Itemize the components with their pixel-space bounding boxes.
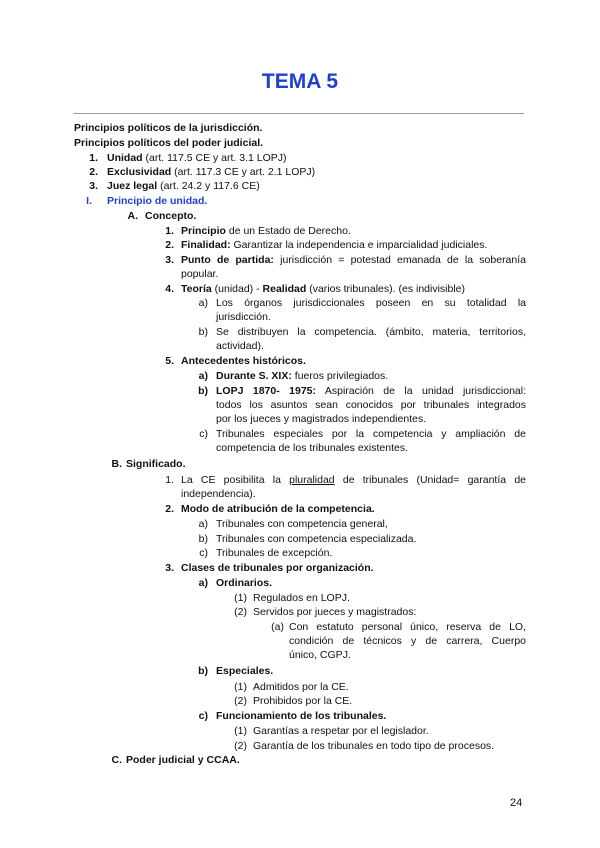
- item-term: Punto de partida:: [181, 254, 274, 266]
- clases-especiales: Especiales.: [216, 665, 274, 677]
- antecedentes-point-b-continued: por los jueces y magistrados independientes.: [216, 413, 427, 425]
- subsection-letter: C.: [111, 754, 122, 766]
- subsection-letter: A.: [127, 210, 138, 222]
- concepto-item-punto-partida: [181, 253, 526, 267]
- significado-item-clases: Clases de tribunales por organización.: [181, 562, 374, 574]
- item-reference: (art. 117.5 CE y art. 3.1 LOPJ): [142, 152, 287, 164]
- especiales-point-1: Admitidos por la CE.: [253, 681, 349, 693]
- list-number: 1.: [89, 152, 98, 164]
- list-number: 1.: [165, 474, 174, 486]
- heading-poder-judicial: Principios políticos del poder judicial.: [74, 137, 264, 149]
- list-number: 1.: [165, 225, 174, 237]
- list-number: 3.: [89, 180, 98, 192]
- page-title: TEMA 5: [261, 70, 339, 93]
- teoria-point-b-continued: actividad).: [216, 340, 264, 352]
- atribucion-point-b: Tribunales con competencia especializada.: [216, 533, 417, 545]
- item-title: Exclusividad: [107, 166, 172, 178]
- list-letter: b): [198, 326, 208, 338]
- clases-funcionamiento: Funcionamiento de los tribunales.: [216, 710, 387, 722]
- list-item-unidad: [107, 151, 287, 165]
- item-text: fueros privilegiados.: [291, 370, 389, 382]
- antecedentes-point-b: [216, 384, 526, 398]
- item-text: jurisdicción = potestad emanada de la soberanía: [273, 254, 526, 266]
- teoria-point-a: Los órganos jurisdiccionales poseen en su totalidad la: [216, 297, 526, 309]
- list-paren-number: (1): [234, 681, 247, 693]
- item-text-continued: independencia).: [181, 488, 256, 500]
- significado-item-pluralidad: [181, 473, 526, 487]
- list-paren-number: (1): [234, 592, 247, 604]
- funcionamiento-point-2: Garantía de los tribunales en todo tipo de procesos.: [253, 740, 495, 752]
- list-number: 4.: [165, 283, 174, 295]
- list-number: 2.: [165, 503, 174, 515]
- item-text: de un Estado de Derecho.: [225, 225, 351, 237]
- list-letter: a): [198, 577, 208, 589]
- item-term: Finalidad:: [181, 239, 231, 251]
- list-item-exclusividad: [107, 165, 315, 179]
- teoria-point-b: Se distribuyen la competencia. (ámbito, materia, territorios,: [216, 326, 526, 338]
- list-paren-number: (1): [234, 725, 247, 737]
- atribucion-point-c: Tribunales de excepción.: [216, 547, 333, 559]
- concepto-item-principio: [181, 224, 351, 238]
- list-number: 2.: [165, 239, 174, 251]
- title-divider: [74, 113, 524, 114]
- list-letter: a): [198, 370, 208, 382]
- item-text: (varios tribunales). (es indivisible): [306, 283, 466, 295]
- list-letter: c): [198, 710, 208, 722]
- concepto-item-antecedentes: Antecedentes históricos.: [181, 355, 306, 367]
- antecedentes-point-c-continued: competencia de los tribunales existentes.: [216, 442, 409, 454]
- item-text: (unidad) -: [211, 283, 263, 295]
- item-text-continued: popular.: [181, 268, 219, 280]
- list-letter: c): [199, 428, 208, 440]
- list-letter: b): [198, 533, 208, 545]
- significado-item-atribucion: Modo de atribución de la competencia.: [181, 503, 375, 515]
- item-text: La CE posibilita la: [181, 474, 290, 486]
- item-text: Aspiración de la unidad jurisdiccional:: [316, 385, 526, 397]
- list-letter: b): [198, 665, 208, 677]
- list-letter: b): [198, 385, 208, 397]
- clases-ordinarios: Ordinarios.: [216, 577, 273, 589]
- item-term: Teoría: [181, 283, 212, 295]
- list-number: 3.: [165, 254, 174, 266]
- list-number: 3.: [165, 562, 174, 574]
- concepto-item-teoria: [181, 282, 465, 296]
- especiales-point-2: Prohibidos por la CE.: [253, 695, 353, 707]
- section-numeral: I.: [86, 195, 92, 207]
- list-number: 2.: [89, 166, 98, 178]
- list-paren-number: (2): [234, 606, 247, 618]
- antecedentes-point-b-continued: todos los asuntos sean conocidos por tribunales integrados: [216, 399, 526, 411]
- item-reference: (art. 24.2 y 117.6 CE): [157, 180, 260, 192]
- list-item-juez-legal: [107, 179, 260, 193]
- ordinarios-point-2a: Con estatuto personal único, reserva de LO,: [289, 621, 526, 633]
- section-heading-unidad: Principio de unidad.: [107, 195, 208, 207]
- ordinarios-point-2a-continued: condición de técnicos y de carrera, Cuerpo: [289, 635, 526, 647]
- list-letter: a): [198, 297, 208, 309]
- subsection-heading-concepto: Concepto.: [145, 210, 197, 222]
- list-number: 5.: [165, 355, 174, 367]
- list-paren-number: (2): [234, 695, 247, 707]
- subsection-heading-significado: Significado.: [126, 458, 186, 470]
- list-letter: a): [198, 518, 208, 530]
- list-paren-letter: (a): [271, 621, 284, 633]
- antecedentes-point-a: [216, 369, 388, 383]
- teoria-point-a-continued: jurisdicción.: [216, 311, 271, 323]
- list-letter: c): [199, 547, 208, 559]
- ordinarios-point-2: Servidos por jueces y magistrados:: [253, 606, 417, 618]
- item-term: Realidad: [262, 283, 307, 295]
- item-reference: (art. 117.3 CE y art. 2.1 LOPJ): [171, 166, 316, 178]
- subsection-heading-ccaa: Poder judicial y CCAA.: [126, 754, 240, 766]
- ordinarios-point-1: Regulados en LOPJ.: [253, 592, 350, 604]
- concepto-item-finalidad: [181, 238, 487, 252]
- item-term: Principio: [181, 225, 226, 237]
- funcionamiento-point-1: Garantías a respetar por el legislador.: [253, 725, 429, 737]
- item-text: Garantizar la independencia e imparcialidad judiciales.: [230, 239, 488, 251]
- item-title: Unidad: [107, 152, 143, 164]
- list-paren-number: (2): [234, 740, 247, 752]
- ordinarios-point-2a-continued: único, CGPJ.: [289, 649, 351, 661]
- subsection-letter: B.: [111, 458, 122, 470]
- item-term: LOPJ 1870- 1975:: [216, 385, 316, 397]
- item-text: de tribunales (Unidad= garantía de: [334, 474, 526, 486]
- page-number: 24: [510, 797, 523, 809]
- item-title: Juez legal: [107, 180, 158, 192]
- antecedentes-point-c: Tribunales especiales por la competencia y ampliación de: [216, 428, 526, 440]
- underlined-term: pluralidad: [289, 474, 335, 486]
- heading-jurisdiccion: Principios políticos de la jurisdicción.: [74, 122, 263, 134]
- item-term: Durante S. XIX:: [216, 370, 292, 382]
- atribucion-point-a: Tribunales con competencia general,: [216, 518, 388, 530]
